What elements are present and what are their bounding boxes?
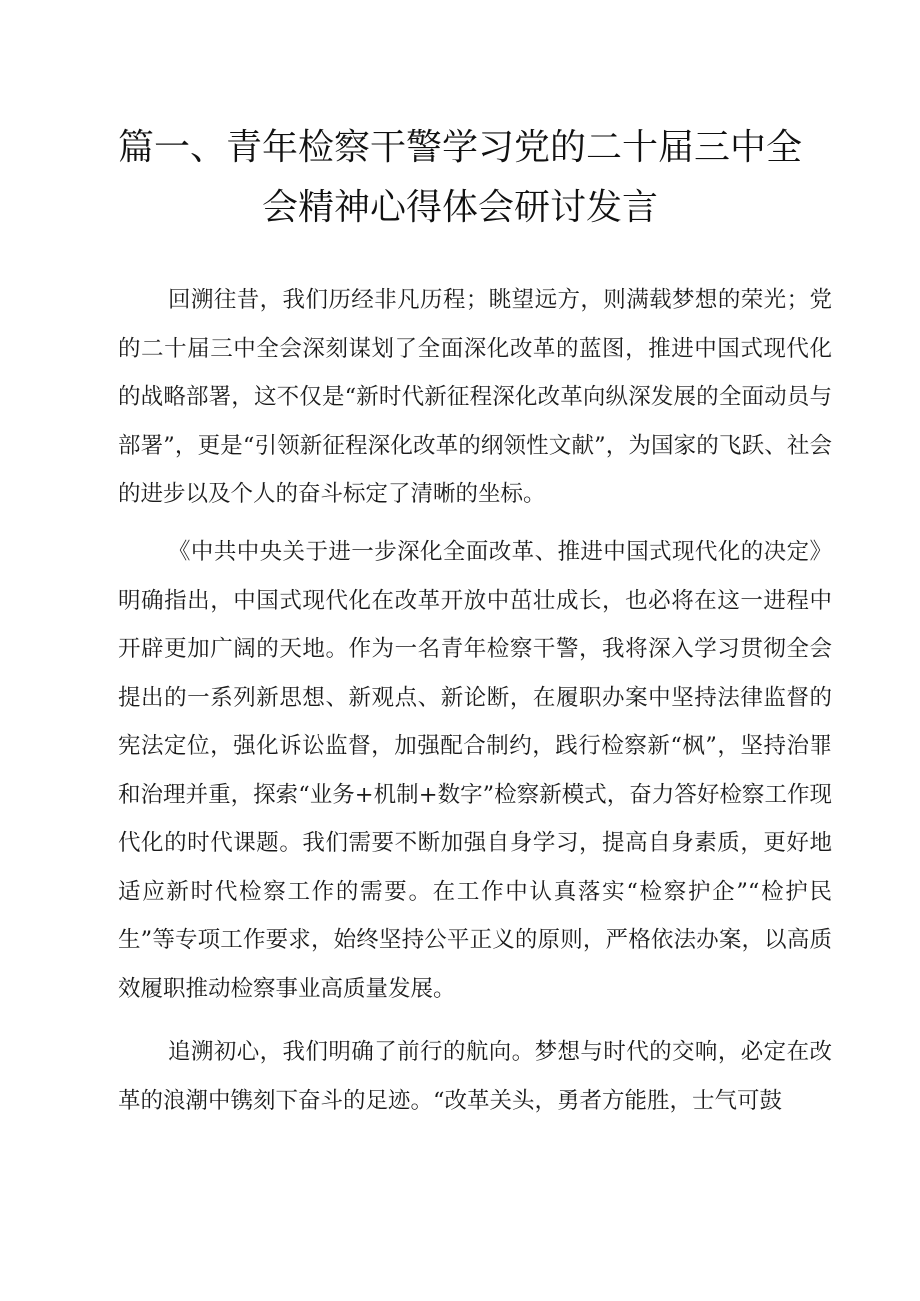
body-paragraph-1: 回溯往昔，我们历经非凡历程；眺望远方，则满载梦想的荣光；党的二十届三中全会深刻谋划了全面深化改革的蓝图，推进中国式现代化的战略部署，这不仅是“新时代新征程深化改革向纵深发展的全面动员与部署”，更是“引领新征程深化改革的纲领性文献”，为国家的飞跃、社会的进步以及个人的奋斗标定了清晰的坐标。 [118, 287, 832, 507]
document-title-line-2: 会精神心得体会研讨发言 [261, 187, 658, 228]
body-paragraph-2: 《中共中央关于进一步深化全面改革、推进中国式现代化的决定》明确指出，中国式现代化在改革开放中茁壮成长，也必将在这一进程中开辟更加广阔的天地。作为一名青年检察干警，我将深入学习贯彻全会提出的一系列新思想、新观点、新论断，在履职办案中坚持法律监督的宪法定位，强化诉讼监督，加强配合制约，践行检察新“枫”，坚持治罪和治理并重，探索“业务+机制+数字”检察新模式，奋力答好检察工作现代化的时代课题。我们需要不断加强自身学习，提高自身素质，更好地适应新时代检察工作的需要。在工作中认真落实“检察护企”“检护民生”等专项工作要求，始终坚持公平正义的原则，严格依法办案，以高质效履职推动检察事业高质量发展。 [118, 539, 832, 1002]
document-title-line-1: 篇一、青年检察干警学习党的二十届三中全 [117, 127, 802, 168]
body-paragraph-3: 追溯初心，我们明确了前行的航向。梦想与时代的交响，必定在改革的浪潮中镌刻下奋斗的足迹。“改革关头，勇者方能胜，士气可鼓 [118, 1039, 832, 1114]
